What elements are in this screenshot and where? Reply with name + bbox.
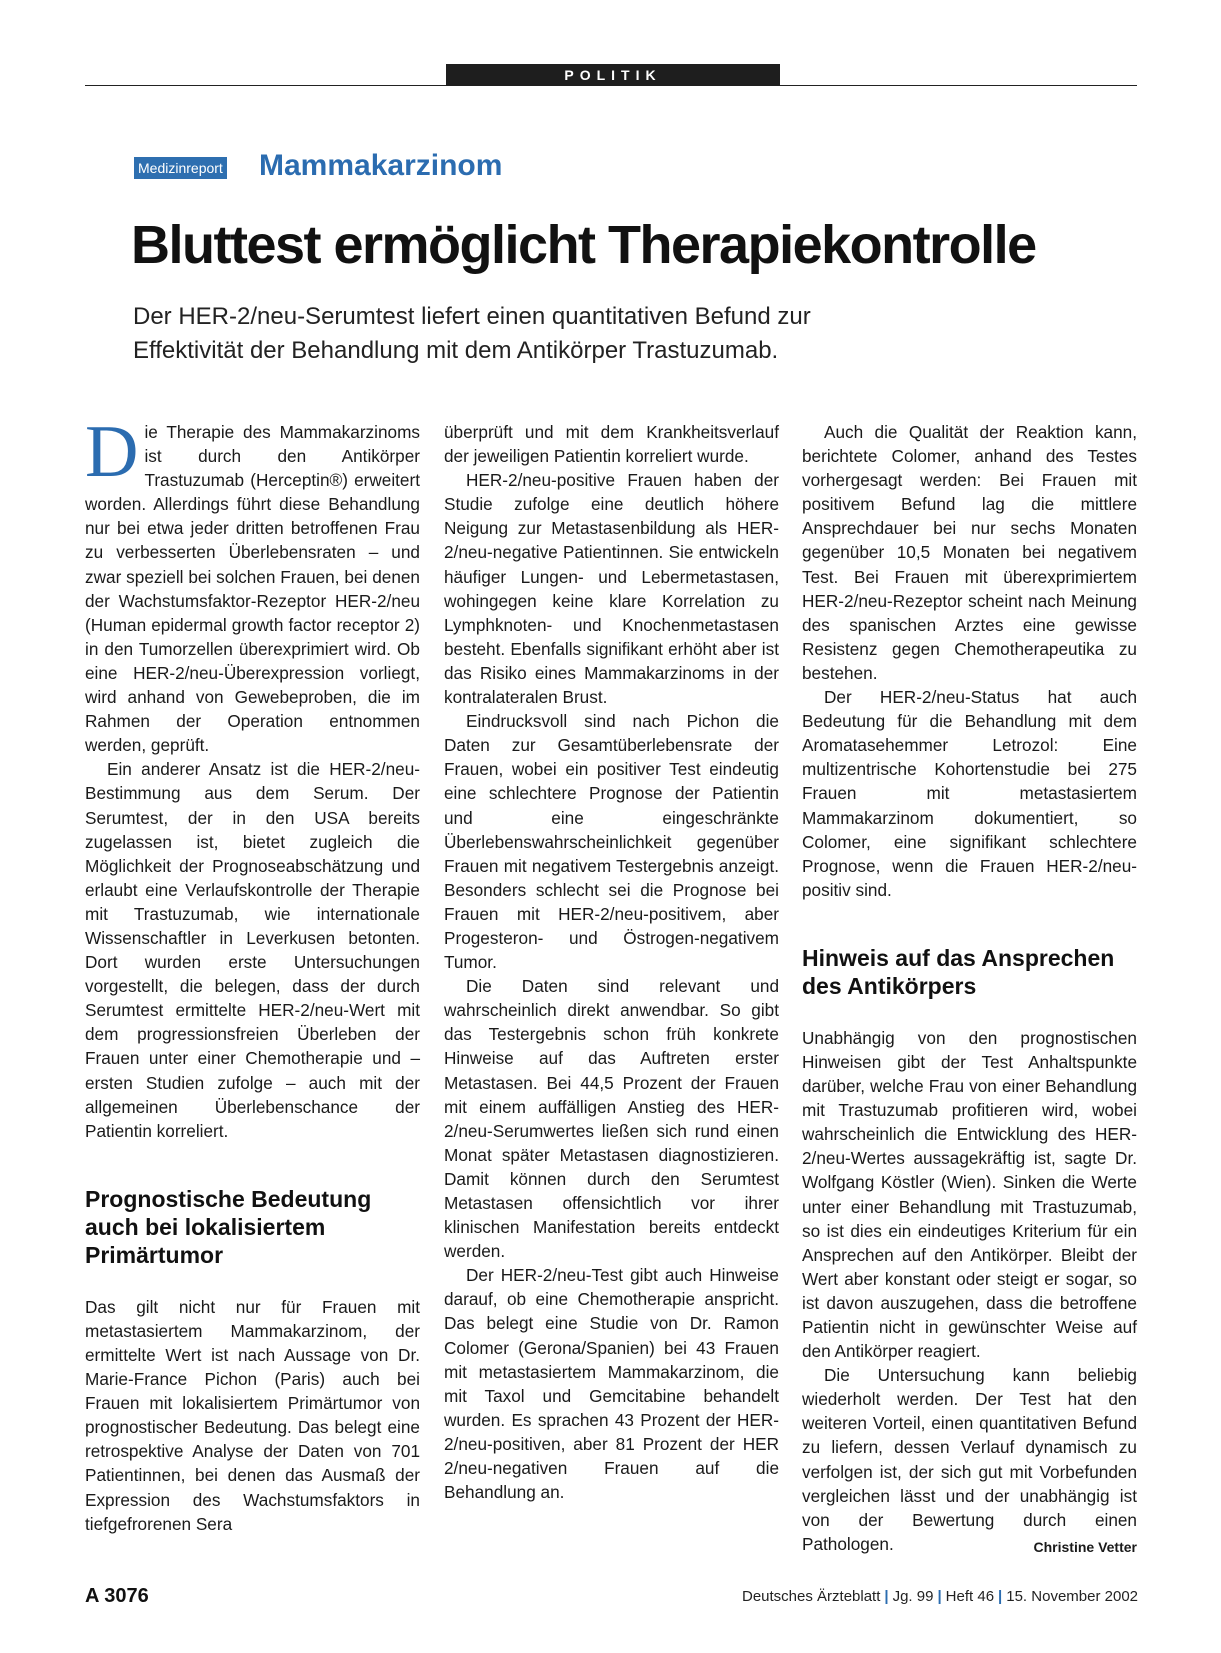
article-headline: Bluttest ermöglicht Therapiekontrolle [131, 215, 1036, 275]
subheading: Prognostische Bedeutung auch bei lokalisiertem Primärtumor [85, 1185, 372, 1268]
paragraph: Der HER-2/neu-Status hat auch Bedeutung für die Behandlung mit dem Aromatasehemmer Letrozol: Eine multizentrische Kohortenstudie bei 275 Frauen mit metastasiertem Mammakarzinom dokumentiert, so Colomer, eine signifikant schlechtere Prognose, wenn die Frauen HER-2/neu-positiv sind. [802, 687, 1137, 900]
journal-issue: Heft 46 [945, 1588, 995, 1605]
paragraph: überprüft und mit dem Krankheitsverlauf der jeweiligen Patientin korreliert wurde. [444, 422, 779, 467]
article-lead: Der HER-2/neu-Serumtest liefert einen quantitativen Befund zur Effektivität der Behandlung mit dem Antikörper Trastuzumab. [133, 303, 811, 364]
journal-name: Deutsches Ärzteblatt [741, 1588, 881, 1605]
page-number: A 3076 [85, 1585, 149, 1607]
subheading: Hinweis auf das Ansprechen des Antikörpers [802, 944, 1115, 999]
article-column-1 [85, 411, 420, 1536]
drop-cap: D [85, 411, 139, 493]
paragraph: Auch die Qualität der Reaktion kann, berichtete Colomer, anhand des Testes vorhergesagt werden: Bei Frauen mit positivem Befund lag die mittlere Ansprechdauer bei nur sechs Monaten gegenüber 10,5 Monaten bei negativem Test. Bei Frauen mit überexprimiertem HER-2/neu-Rezeptor scheint nach Meinung des spanischen Arztes eine gewisse Resistenz gegen Chemotherapeutika zu bestehen. [802, 422, 1137, 683]
journal-volume: Jg. 99 [892, 1588, 934, 1605]
author-name: Christine Vetter [1033, 1538, 1137, 1555]
paragraph: Das gilt nicht nur für Frauen mit metastasiertem Mammakarzinom, der ermittelte Wert ist nach Aussage von Dr. Marie-France Pichon (Paris) auch bei Frauen mit lokalisiertem Primärtumor von prognostischer Bedeutung. Das belegt eine retrospektive Analyse der Daten von 701 Patientinnen, bei denen das Ausmaß der Expression des Wachstumsfaktors in tiefgefrorenen Sera [85, 1296, 420, 1534]
paragraph: Die Daten sind relevant und wahrscheinlich direkt anwendbar. So gibt das Testergebnis schon früh konkrete Hinweise auf das Auftreten erster Metastasen. Bei 44,5 Prozent der Frauen mit einem auffälligen Anstieg des HER-2/neu-Serumwertes ließen sich rund einen Monat später Metastasen diagnostizieren. Damit können durch den Serumtest Metastasen offensichtlich vor ihrer klinischen Manifestation bereits entdeckt werden. [444, 976, 779, 1262]
paragraph: Die Untersuchung kann beliebig wiederholt werden. Der Test hat den weiteren Vorteil, einen quantitativen Befund zu liefern, dessen Verlauf dynamisch zu verfolgen ist, der sich gut mit Vorbefunden vergleichen lässt und der unabhängig ist von der Bewertung durch einen Pathologen. [802, 1365, 1137, 1554]
category-badge: Medizinreport [134, 157, 227, 179]
paragraph: HER-2/neu-positive Frauen haben der Studie zufolge eine deutlich höhere Neigung zur Metastasenbildung als HER-2/neu-negative Patientinnen. Sie entwickeln häufiger Lungen- und Lebermetastasen, wohingegen keine klare Korrelation zu Lymphknoten- und Knochenmetastasen besteht. Ebenfalls signifikant erhöht aber ist das Risiko eines Mammakarzinoms in der kontralateralen Brust. [444, 470, 779, 708]
paragraph: Unabhängig von den prognostischen Hinweisen gibt der Test Anhaltspunkte darüber, welche Frau von einer Behandlung mit Trastuzumab profitieren wird, wobei wahrscheinlich die Entwicklung des HER-2/neu-Wertes aussagekräftig ist, sagte Dr. Wolfgang Köstler (Wien). Sinken die Werte unter einer Behandlung mit Trastuzumab, so ist dies ein eindeutiges Kriterium für ein Ansprechen auf den Antikörper. Bleibt der Wert aber konstant oder steigt er sogar, so ist davon auszugehen, dass die betroffene Patientin nicht in gewünschter Weise auf den Antikörper reagiert. [802, 1027, 1137, 1362]
paragraph: Ein anderer Ansatz ist die HER-2/neu-Bestimmung aus dem Serum. Der Serumtest, der in den USA bereits zugelassen ist, bietet zugleich die Möglichkeit der Prognoseabschätzung und erlaubt eine Verlaufskontrolle der Therapie mit Trastuzumab, wie internationale Wissenschaftler in Leverkusen betonten. Dort wurden erste Untersuchungen vorgestellt, die belegen, dass der durch Serumtest ermittelte HER-2/neu-Wert mit dem progressionsfreien Überleben der Frauen unter einer Chemotherapie und – ersten Studien zufolge – auch mit der allgemeinen Überlebenschance der Patientin korreliert. [85, 759, 420, 1141]
article-column-2 [444, 420, 779, 1504]
paragraph: ie Therapie des Mammakarzinoms ist durch den Antikörper Trastuzumab (Herceptin®) erweitert worden. Allerdings führt diese Behandlung nur bei etwa jeder dritten betroffenen Frau zu verbesserten Überlebensraten – und zwar speziell bei solchen Frauen, bei denen der Wachstumsfaktor-Rezeptor HER-2/neu (Human epidermal growth factor receptor 2) in den Tumorzellen überexprimiert wird. Ob eine HER-2/neu-Überexpression vorliegt, wird anhand von Gewebeproben, die im Rahmen der Operation entnommen werden, geprüft. [85, 422, 420, 756]
journal-info: Deutsches Ärzteblatt | Jg. 99 | Heft 46 | 15. November 2002 [741, 1588, 1138, 1605]
topic-kicker: Mammakarzinom [259, 149, 503, 182]
paragraph: Der HER-2/neu-Test gibt auch Hinweise darauf, ob eine Chemotherapie anspricht. Das belegt eine Studie von Dr. Ramon Colomer (Gerona/Spanien) bei 43 Frauen mit metastasiertem Mammakarzinom, die mit Taxol und Gemcitabine behandelt wurden. Es sprachen 43 Prozent der HER-2/neu-positiven, aber 81 Prozent der HER 2/neu-negativen Frauen auf die Behandlung an. [444, 1265, 779, 1503]
journal-date: 15. November 2002 [1006, 1588, 1138, 1605]
section-label: POLITIK [446, 64, 780, 86]
paragraph: Eindrucksvoll sind nach Pichon die Daten zur Gesamtüberlebensrate der Frauen, wobei ein positiver Test eindeutig eine schlechtere Prognose der Patientin und eine eingeschränkte Überlebenswahrscheinlichkeit gegenüber Frauen mit negativem Testergebnis anzeigt. Besonders schlecht sei die Prognose bei Frauen mit HER-2/neu-positivem, aber Progesteron- und Östrogen-negativem Tumor. [444, 711, 779, 973]
article-column-3 [802, 420, 1137, 1559]
